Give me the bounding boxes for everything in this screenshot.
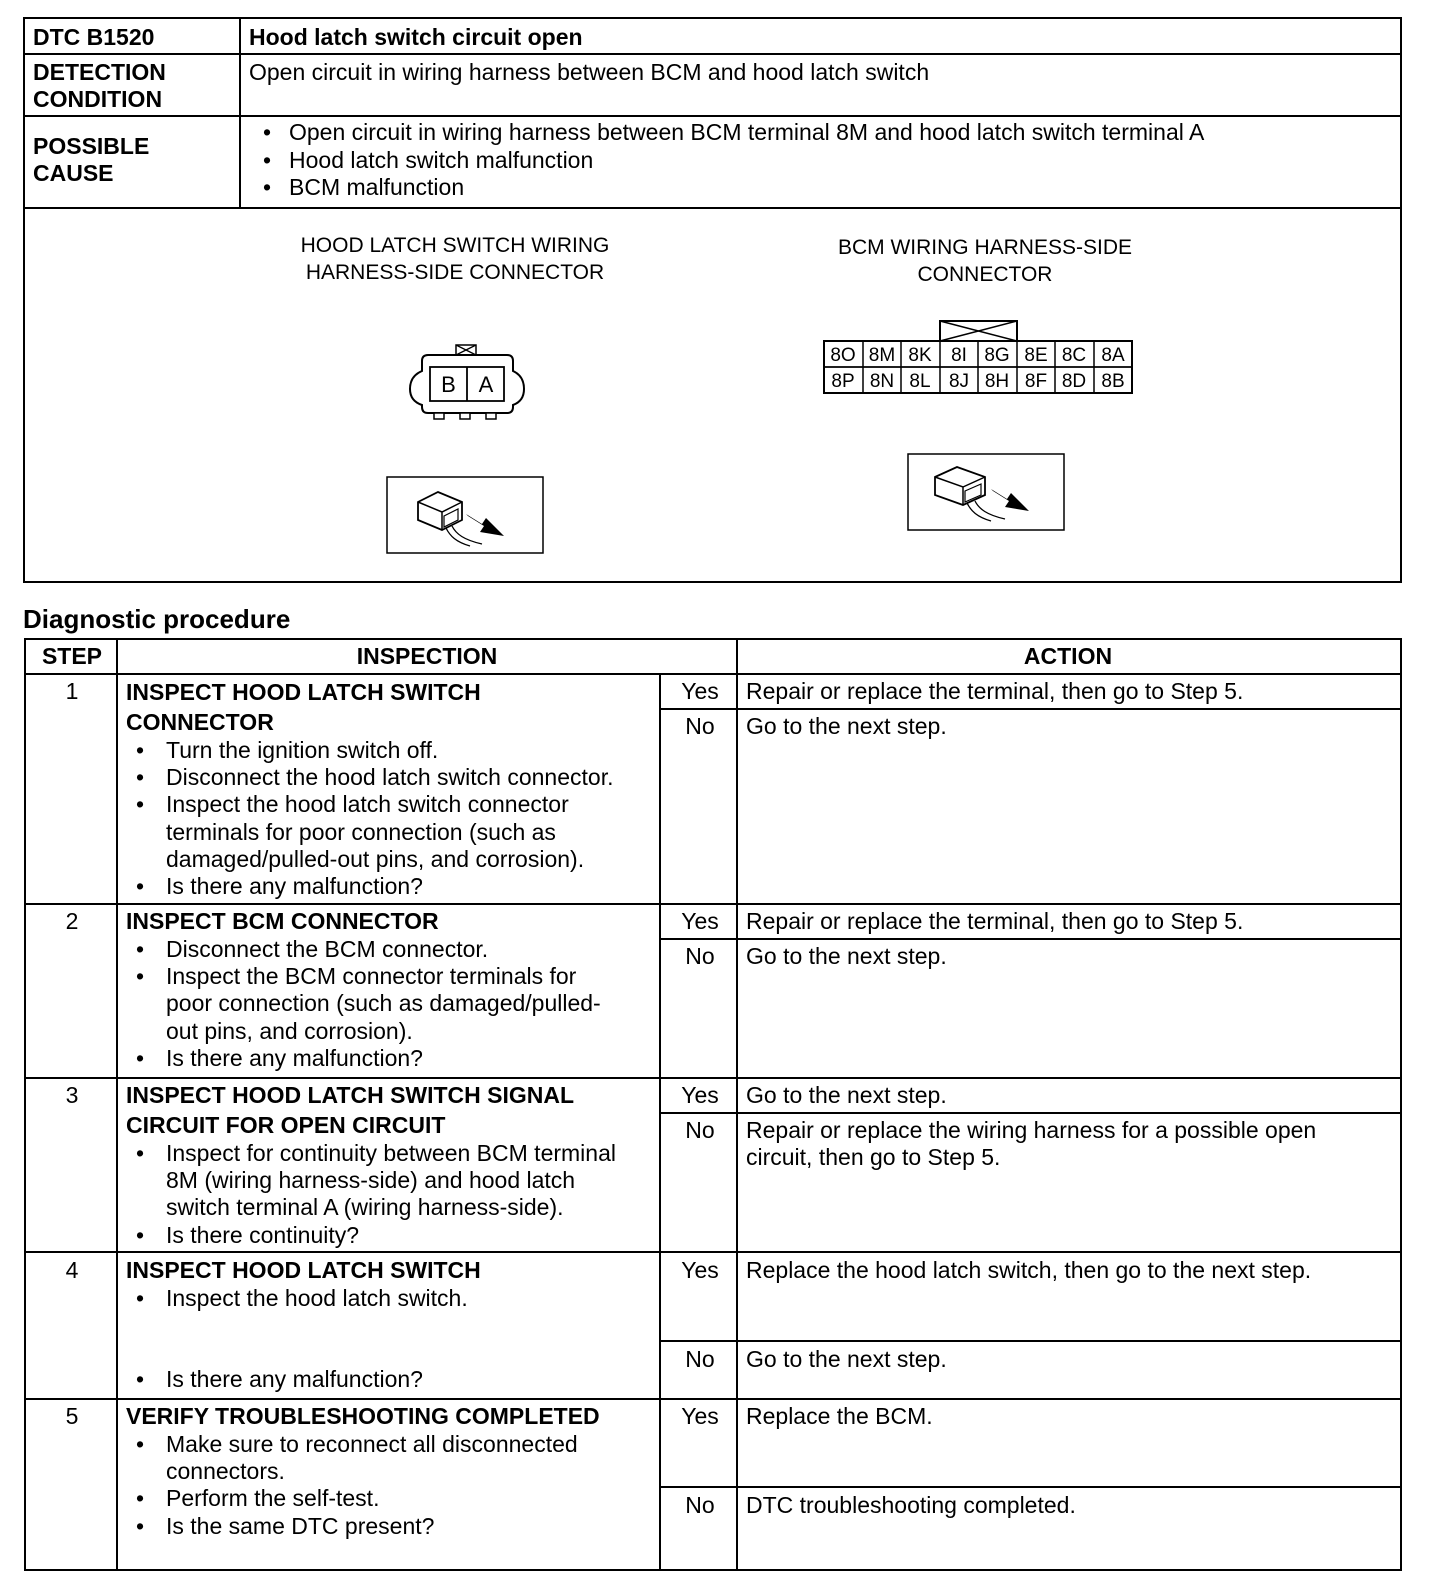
yes-no-separator (659, 1340, 1400, 1342)
step-number: 4 (65, 1257, 79, 1283)
bullet-continuation: damaged/pulled-out pins, and corrosion). (166, 845, 585, 872)
cause-item: • BCM malfunction (289, 174, 1392, 202)
yes-no-separator (659, 708, 1400, 710)
bcm-harness-side-icon (907, 453, 1065, 531)
step-inspection (126, 1080, 666, 1249)
bcm-pin: 8K (908, 345, 932, 366)
bullet-item: • Disconnect the BCM connector. (166, 936, 666, 963)
bcm-pin: 8L (909, 371, 931, 392)
cause-label-line2: CAUSE (33, 160, 114, 186)
step-number: 1 (65, 678, 79, 704)
yes-action: Go to the next step. (746, 1082, 947, 1108)
bcm-pin: 8B (1101, 371, 1125, 392)
no-label: No (685, 1346, 715, 1372)
no-label: No (685, 713, 715, 739)
bullet-item: • Is there any malfunction? (166, 1366, 666, 1393)
bullet-continuation: switch terminal A (wiring harness-side). (166, 1194, 564, 1221)
detection-row (25, 55, 1400, 117)
bullet-item: • Perform the self-test. (166, 1485, 666, 1512)
bcm-pin: 8A (1101, 345, 1125, 366)
yes-action: Replace the hood latch switch, then go to the next step. (746, 1257, 1312, 1283)
bullet-item: • Is the same DTC present? (166, 1513, 666, 1540)
cause-row (25, 117, 1400, 209)
diagnostic-procedure-title: Diagnostic procedure (23, 604, 291, 634)
header-inspection: INSPECTION (118, 640, 736, 675)
bcm-pin: 8H (984, 371, 1010, 392)
bcm-pin: 8D (1061, 371, 1087, 392)
yes-label: Yes (681, 1082, 719, 1108)
bcm-pin: 8N (869, 371, 895, 392)
bullet-continuation: connectors. (166, 1458, 285, 1485)
detection-label-line1: DETECTION (33, 59, 166, 85)
no-action: DTC troubleshooting completed. (746, 1492, 1076, 1518)
yes-no-separator (659, 1112, 1400, 1114)
step-title: INSPECT HOOD LATCH SWITCH (126, 1257, 481, 1283)
step-inspection (126, 1401, 666, 1540)
bullet-item: • Is there continuity? (166, 1222, 666, 1249)
hood-caption-line2: HARNESS-SIDE CONNECTOR (305, 261, 605, 284)
hood-pin-a: A (478, 372, 494, 397)
bullet-item: • Inspect the hood latch switch connector (166, 791, 666, 818)
step-title: CIRCUIT FOR OPEN CIRCUIT (126, 1112, 446, 1138)
cause-label-line1: POSSIBLE (33, 133, 150, 159)
diagnostic-table (24, 638, 1402, 1571)
cause-item: • Open circuit in wiring harness between BCM terminal 8M and hood latch switch terminal A (289, 119, 1392, 147)
bcm-pin: 8P (831, 371, 855, 392)
step-number: 5 (65, 1403, 79, 1429)
bcm-pin: 8F (1024, 371, 1048, 392)
bcm-caption-line2: CONNECTOR (917, 263, 1053, 286)
step-title: INSPECT BCM CONNECTOR (126, 908, 439, 934)
yes-action: Repair or replace the terminal, then go to Step 5. (746, 908, 1244, 934)
step-bullets (126, 1140, 666, 1249)
yes-no-separator (659, 938, 1400, 940)
header-action: ACTION (736, 640, 1400, 675)
step-separator (26, 903, 1400, 905)
hood-harness-side-icon (386, 476, 544, 554)
yes-label: Yes (681, 908, 719, 934)
bullet-item: • Turn the ignition switch off. (166, 737, 666, 764)
step-separator (26, 1251, 1400, 1253)
yes-label: Yes (681, 1403, 719, 1429)
step-bullets (126, 737, 666, 900)
bullet-item: • Inspect the hood latch switch. (166, 1285, 666, 1312)
hood-connector-caption (245, 232, 665, 286)
detection-label-line2: CONDITION (33, 86, 163, 112)
detection-text: Open circuit in wiring harness between BCM and hood latch switch (249, 59, 930, 85)
detection-label (25, 55, 241, 115)
bullet-item: • Disconnect the hood latch switch connector. (166, 764, 666, 791)
no-label: No (685, 943, 715, 969)
bcm-pin: 8I (951, 345, 967, 366)
yes-action: Replace the BCM. (746, 1403, 933, 1429)
bullet-item: • Is there any malfunction? (166, 873, 666, 900)
no-label: No (685, 1117, 715, 1143)
dtc-code: DTC B1520 (25, 19, 241, 53)
step-number: 2 (65, 908, 79, 934)
step-number: 3 (65, 1082, 79, 1108)
step-bullets (126, 1431, 666, 1540)
cause-item: • Hood latch switch malfunction (289, 147, 1392, 175)
cause-list (249, 119, 1392, 202)
step-bullets (126, 1285, 666, 1312)
step-separator (26, 1398, 1400, 1400)
step-title: CONNECTOR (126, 709, 274, 735)
step-separator (26, 1077, 1400, 1079)
bcm-caption-line1: BCM WIRING HARNESS-SIDE (837, 236, 1133, 259)
no-label: No (685, 1492, 715, 1518)
step-title: INSPECT HOOD LATCH SWITCH SIGNAL (126, 1082, 575, 1108)
hood-caption-line1: HOOD LATCH SWITCH WIRING (300, 234, 610, 257)
dtc-title-row (25, 19, 1400, 55)
bcm-connector-caption (775, 234, 1195, 288)
step-inspection-question (126, 1366, 666, 1393)
step-bullets (126, 1366, 666, 1393)
step-inspection (126, 677, 666, 900)
header-step: STEP (26, 640, 118, 675)
bullet-item: • Make sure to reconnect all disconnected (166, 1431, 666, 1458)
bcm-pin: 8G (984, 345, 1010, 366)
no-action-line: Repair or replace the wiring harness for a possible open (746, 1117, 1317, 1143)
yes-action: Repair or replace the terminal, then go to Step 5. (746, 678, 1244, 704)
hood-connector-diagram (400, 341, 535, 421)
step-inspection (126, 1255, 666, 1312)
bullet-item: • Inspect for continuity between BCM terminal (166, 1140, 666, 1167)
yes-label: Yes (681, 678, 719, 704)
step-title: INSPECT HOOD LATCH SWITCH (126, 679, 481, 705)
dtc-title: Hood latch switch circuit open (249, 24, 583, 50)
bullet-continuation: out pins, and corrosion). (166, 1017, 413, 1044)
step-bullets (126, 936, 666, 1072)
no-action: Go to the next step. (746, 943, 947, 969)
bcm-pin: 8J (948, 371, 970, 392)
bcm-pin: 8O (830, 345, 856, 366)
yes-no-separator (659, 1486, 1400, 1488)
step-inspection (126, 906, 666, 1072)
no-action: Go to the next step. (746, 713, 947, 739)
bullet-item: • Is there any malfunction? (166, 1045, 666, 1072)
bullet-item: • Inspect the BCM connector terminals for (166, 963, 666, 990)
bullet-continuation: terminals for poor connection (such as (166, 818, 556, 845)
cause-list-cell (241, 117, 1400, 207)
no-action-line: circuit, then go to Step 5. (746, 1144, 1001, 1170)
bcm-pin: 8E (1024, 345, 1048, 366)
no-action (746, 1117, 1396, 1171)
bcm-pin: 8M (868, 345, 896, 366)
bullet-continuation: 8M (wiring harness-side) and hood latch (166, 1167, 576, 1194)
cause-label (25, 117, 241, 207)
bullet-continuation: poor connection (such as damaged/pulled- (166, 990, 601, 1017)
bcm-pin: 8C (1061, 345, 1087, 366)
dtc-table (23, 17, 1402, 583)
step-title: VERIFY TROUBLESHOOTING COMPLETED (126, 1403, 600, 1429)
yes-label: Yes (681, 1257, 719, 1283)
no-action: Go to the next step. (746, 1346, 947, 1372)
bcm-connector-diagram (821, 319, 1137, 397)
hood-pin-b: B (441, 372, 456, 397)
